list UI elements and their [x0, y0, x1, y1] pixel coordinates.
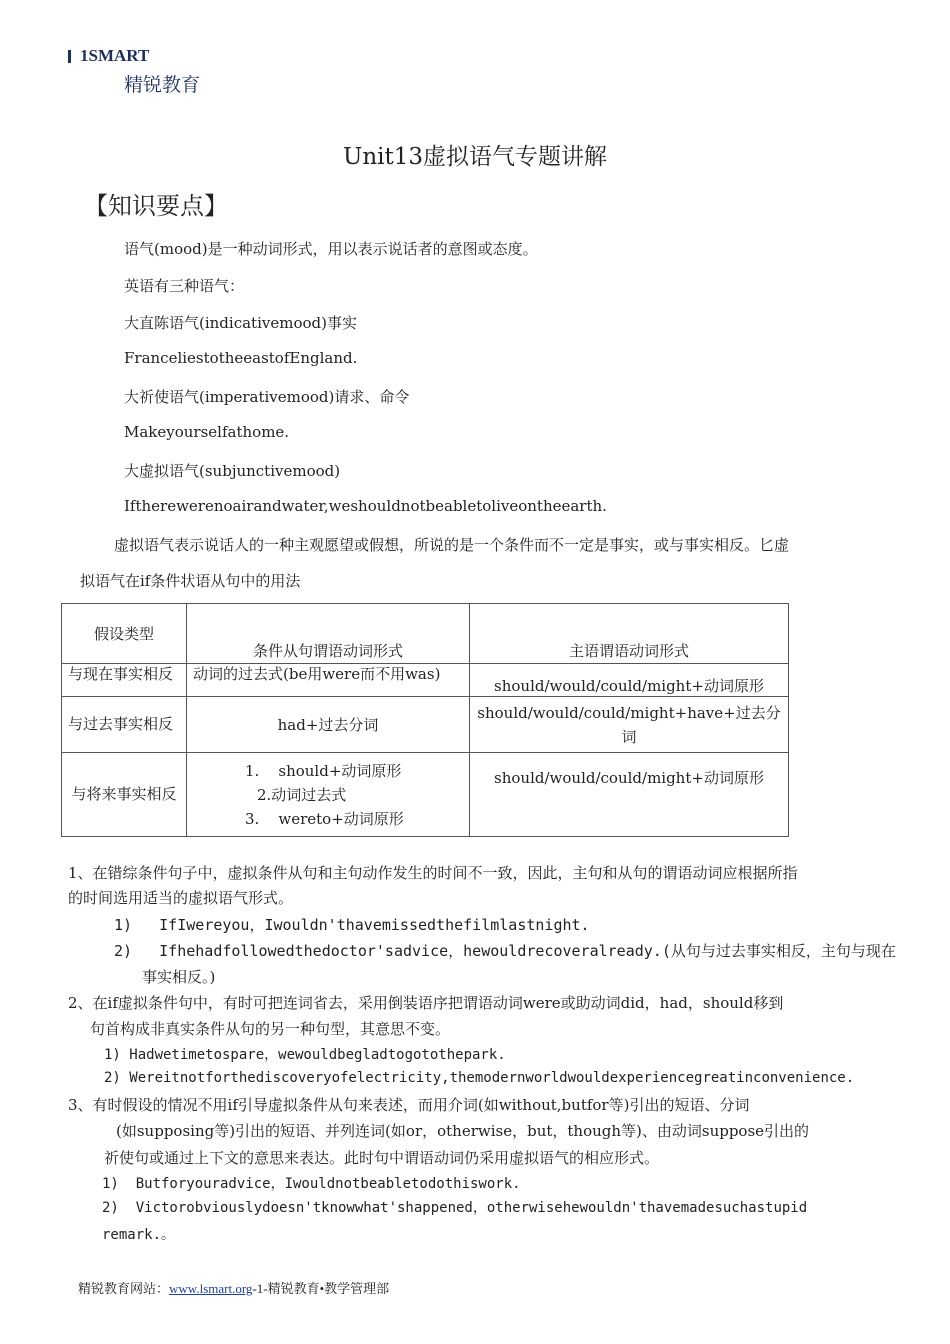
note-line: 2) Ifhehadfollowedthedoctor'sadvice，hewouldrecoveralready.(从句与过去事实相反，主句与现在 [114, 942, 896, 960]
intro-line: 大直陈语气(indicativemood)事实 [124, 314, 357, 332]
note-line: 的时间选用适当的虚拟语气形式。 [68, 889, 294, 907]
table-header: 假设类型 [62, 604, 187, 664]
intro-line: Makeyourselfathome. [124, 423, 290, 441]
note-line: 2、在if虚拟条件句中，有时可把连词省去，采用倒装语序把谓语动词were或助动词did，had，should移到 [68, 994, 784, 1012]
table-cell: should/would/could/might+动词原形 [470, 664, 789, 697]
note-line: 3、有时假设的情况不用if引导虚拟条件从句来表述，而用介词(如without,butfor等)引出的短语、分词 [68, 1096, 750, 1114]
intro-line: 语气(mood)是一种动词形式，用以表示说话者的意图或态度。 [124, 240, 538, 258]
note-line: remark.。 [102, 1227, 176, 1243]
table-cell-line: 3. wereto+动词原形 [245, 809, 404, 828]
note-line: 1) Butforyouradvice，Iwouldnotbeabletodothiswork. [102, 1176, 521, 1192]
table-cell: 与将来事实相反 [62, 753, 187, 837]
footer-prefix: 精锐教育网站： [78, 1281, 170, 1296]
paragraph: 虚拟语气表示说话人的一种主观愿望或假想，所说的是一个条件而不一定是事实，或与事实相反。匕虚 [114, 536, 790, 554]
footer-link[interactable]: www.lsmart.org [169, 1281, 253, 1296]
section-heading: 【知识要点】 [84, 192, 228, 220]
intro-line: 大祈使语气(imperativemood)请求、命令 [124, 388, 410, 406]
table-cell: had+过去分词 [187, 697, 470, 753]
subjunctive-table [61, 603, 789, 837]
table-header: 条件从句谓语动词形式 [187, 604, 470, 664]
table-cell: should/would/could/might+动词原形 [470, 753, 789, 837]
footer-suffix: -1-精锐教育•教学管理部 [252, 1281, 390, 1296]
footer [78, 1278, 389, 1297]
table-cell: should/would/could/might+have+过去分词 [470, 697, 789, 753]
table-cell-line: 1. should+动词原形 [245, 761, 402, 780]
table-header: 主语谓语动词形式 [470, 604, 789, 664]
note-line: (如supposing等)引出的短语、并列连词(如or，otherwise，but，though等)、由动词suppose引出的 [116, 1122, 810, 1140]
note-line: 句首构成非真实条件从句的另一种句型，其意思不变。 [90, 1020, 451, 1038]
note-line: 1) Hadwetimetospare，wewouldbegladtogotothepark. [104, 1047, 506, 1063]
intro-line: Iftherewerenoairandwater,weshouldnotbeabletoliveontheearth. [124, 497, 607, 515]
intro-line: FranceliestotheeastofEngland. [124, 349, 358, 367]
table-row [62, 697, 789, 753]
note-line: 2) Victorobviouslydoesn'tknowwhat'shappened，otherwisehewouldn'thavemadesuchastupid [102, 1200, 808, 1216]
note-line: 事实相反。) [142, 968, 216, 986]
note-line: 2) Wereitnotforthediscoveryofelectricity,themodernworldwouldexperiencegreatinconvenience. [104, 1070, 855, 1086]
note-line: 1、在错综条件句子中，虚拟条件从句和主句动作发生的时间不一致，因此，主句和从句的谓语动词应根据所指 [68, 864, 798, 882]
logo-chinese: 精锐教育 [124, 74, 201, 96]
table-cell: 动词的过去式(be用were而不用was) [193, 665, 441, 683]
table-cell-line: 2.动词过去式 [257, 785, 347, 804]
intro-line: 大虚拟语气(subjunctivemood) [124, 462, 341, 480]
note-line: 1) IfIwereyou，Iwouldn'thavemissedthefilmlastnight. [114, 916, 590, 934]
page-title: Unit13虚拟语气专题讲解 [342, 144, 608, 170]
note-line: 祈使句或通过上下文的意思来表达。此时句中谓语动词仍采用虚拟语气的相应形式。 [104, 1149, 660, 1167]
table-cell: 与现在事实相反 [68, 665, 174, 683]
table-row [62, 664, 789, 697]
logo-english: 1SMART [80, 46, 150, 65]
table-cell: 与过去事实相反 [62, 697, 187, 753]
table-row [62, 753, 789, 837]
paragraph: 拟语气在if条件状语从句中的用法 [80, 572, 301, 590]
logo-bar [68, 50, 71, 63]
intro-line: 英语有三种语气： [124, 277, 245, 295]
